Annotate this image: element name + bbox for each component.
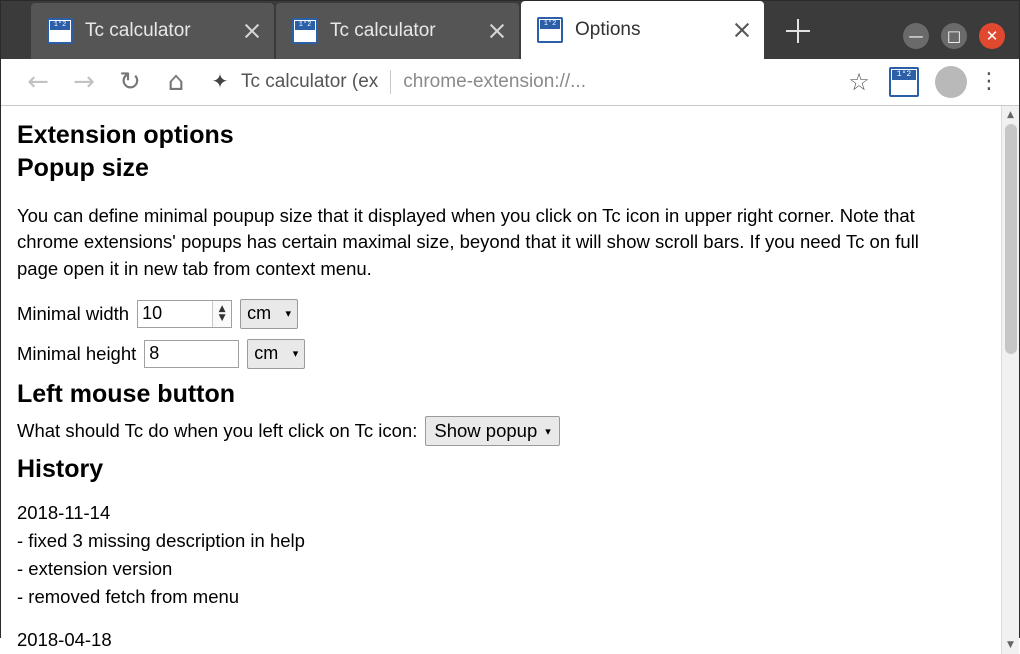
maximize-button[interactable] xyxy=(941,23,967,49)
page-title-text: Tc calculator (ex xyxy=(241,71,379,92)
tc-calculator-extension-icon[interactable] xyxy=(889,67,919,97)
page-title: Extension options xyxy=(17,121,234,149)
stepper-up-icon[interactable]: ▲ xyxy=(218,303,226,314)
minimize-icon: — xyxy=(908,27,924,45)
tab-title: Tc calculator xyxy=(85,20,191,41)
reload-button[interactable]: ↻ xyxy=(119,67,141,97)
quantity-stepper[interactable] xyxy=(212,301,231,327)
popup-size-heading: Popup size xyxy=(17,154,149,183)
chrome-menu-icon[interactable]: ⋮ xyxy=(978,69,1000,94)
history-date: 2018-04-18 xyxy=(17,629,112,651)
browser-toolbar xyxy=(1,59,1019,106)
history-list xyxy=(17,499,985,654)
history-item: - extension version xyxy=(17,557,173,579)
left-click-action-value: Show popup xyxy=(434,420,538,442)
scroll-down-icon[interactable]: ▼ xyxy=(1002,636,1019,654)
chevron-down-icon: ▾ xyxy=(545,425,551,438)
tab-tc-calculator-1[interactable] xyxy=(31,3,274,59)
chevron-down-icon: ▾ xyxy=(292,348,299,361)
bookmark-star-icon[interactable]: ☆ xyxy=(848,68,870,96)
window-close-button[interactable] xyxy=(979,23,1005,49)
minimal-width-row xyxy=(17,299,985,329)
maximize-icon: □ xyxy=(946,27,962,45)
minimal-width-unit-value: cm xyxy=(247,303,272,324)
minimal-width-input[interactable] xyxy=(137,300,232,328)
minimal-width-label: Minimal width xyxy=(17,302,130,324)
popup-size-description: You can define minimal poupup size that it displayed when you click on Tc icon in upper right corner. Note that chrome extensions' popups has certain maximal size, beyond that it will show scroll bars. If you need Tc on full page open it in new tab from context menu. xyxy=(17,204,919,280)
favicon-body xyxy=(51,31,69,40)
favicon-label: 1°2 xyxy=(50,21,70,30)
tc-calculator-favicon xyxy=(47,18,73,44)
stepper-down-icon[interactable]: ▼ xyxy=(218,312,226,323)
chevron-down-icon: ▾ xyxy=(285,308,292,321)
minimal-width-unit-select[interactable] xyxy=(240,299,298,329)
divider xyxy=(390,70,391,94)
tab-tc-calculator-2[interactable] xyxy=(276,3,519,59)
minimal-height-label: Minimal height xyxy=(17,342,137,364)
minimal-height-row xyxy=(17,339,985,369)
history-item: - fixed 3 missing description in help xyxy=(17,530,305,552)
tc-calculator-favicon xyxy=(292,18,318,44)
favicon-body xyxy=(296,31,314,40)
history-date: 2018-11-14 xyxy=(17,502,111,524)
left-click-action-row xyxy=(17,416,985,446)
close-icon[interactable] xyxy=(485,19,509,43)
minimize-button[interactable] xyxy=(903,23,929,49)
page-viewport xyxy=(1,106,1019,654)
back-button[interactable]: ← xyxy=(27,67,49,97)
favicon-body xyxy=(541,30,559,39)
scrollbar-track[interactable] xyxy=(1002,124,1019,636)
close-icon[interactable] xyxy=(240,19,264,43)
left-click-action-select[interactable] xyxy=(425,416,559,446)
minimal-height-unit-select[interactable] xyxy=(247,339,305,369)
tab-strip xyxy=(1,1,1019,59)
extension-icon-body xyxy=(891,81,917,95)
window-controls xyxy=(903,23,1005,49)
forward-button[interactable]: → xyxy=(73,67,95,97)
left-mouse-heading: Left mouse button xyxy=(17,379,236,408)
extension-puzzle-icon: ✦ xyxy=(211,71,229,93)
page-scrollbar[interactable] xyxy=(1001,106,1019,654)
minimal-height-unit-value: cm xyxy=(254,343,279,364)
scroll-up-icon[interactable]: ▲ xyxy=(1002,106,1019,124)
tc-calculator-favicon xyxy=(537,17,563,43)
options-page xyxy=(1,106,1001,654)
home-button[interactable]: ⌂ xyxy=(167,67,185,97)
url-text: chrome-extension://... xyxy=(403,71,586,92)
left-click-action-label: What should Tc do when you left click on Tc icon: xyxy=(17,420,418,442)
avatar[interactable] xyxy=(935,66,967,98)
tab-title: Tc calculator xyxy=(330,20,436,41)
new-tab-button[interactable] xyxy=(778,11,818,51)
history-item: - removed fetch from menu xyxy=(17,585,240,607)
favicon-label: 1°2 xyxy=(540,20,560,29)
extension-icon-label: 1°2 xyxy=(892,70,916,80)
close-icon[interactable] xyxy=(730,18,754,42)
tab-options[interactable] xyxy=(521,1,764,59)
close-icon: ✕ xyxy=(985,27,999,45)
minimal-height-value: 8 xyxy=(149,343,160,364)
favicon-label: 1°2 xyxy=(295,21,315,30)
tab-title: Options xyxy=(575,19,641,40)
minimal-height-input[interactable] xyxy=(144,340,239,368)
spacer xyxy=(17,610,985,626)
address-bar[interactable] xyxy=(209,62,833,102)
minimal-width-value: 10 xyxy=(142,303,163,324)
history-heading: History xyxy=(17,455,104,484)
scrollbar-thumb[interactable] xyxy=(1005,124,1017,354)
